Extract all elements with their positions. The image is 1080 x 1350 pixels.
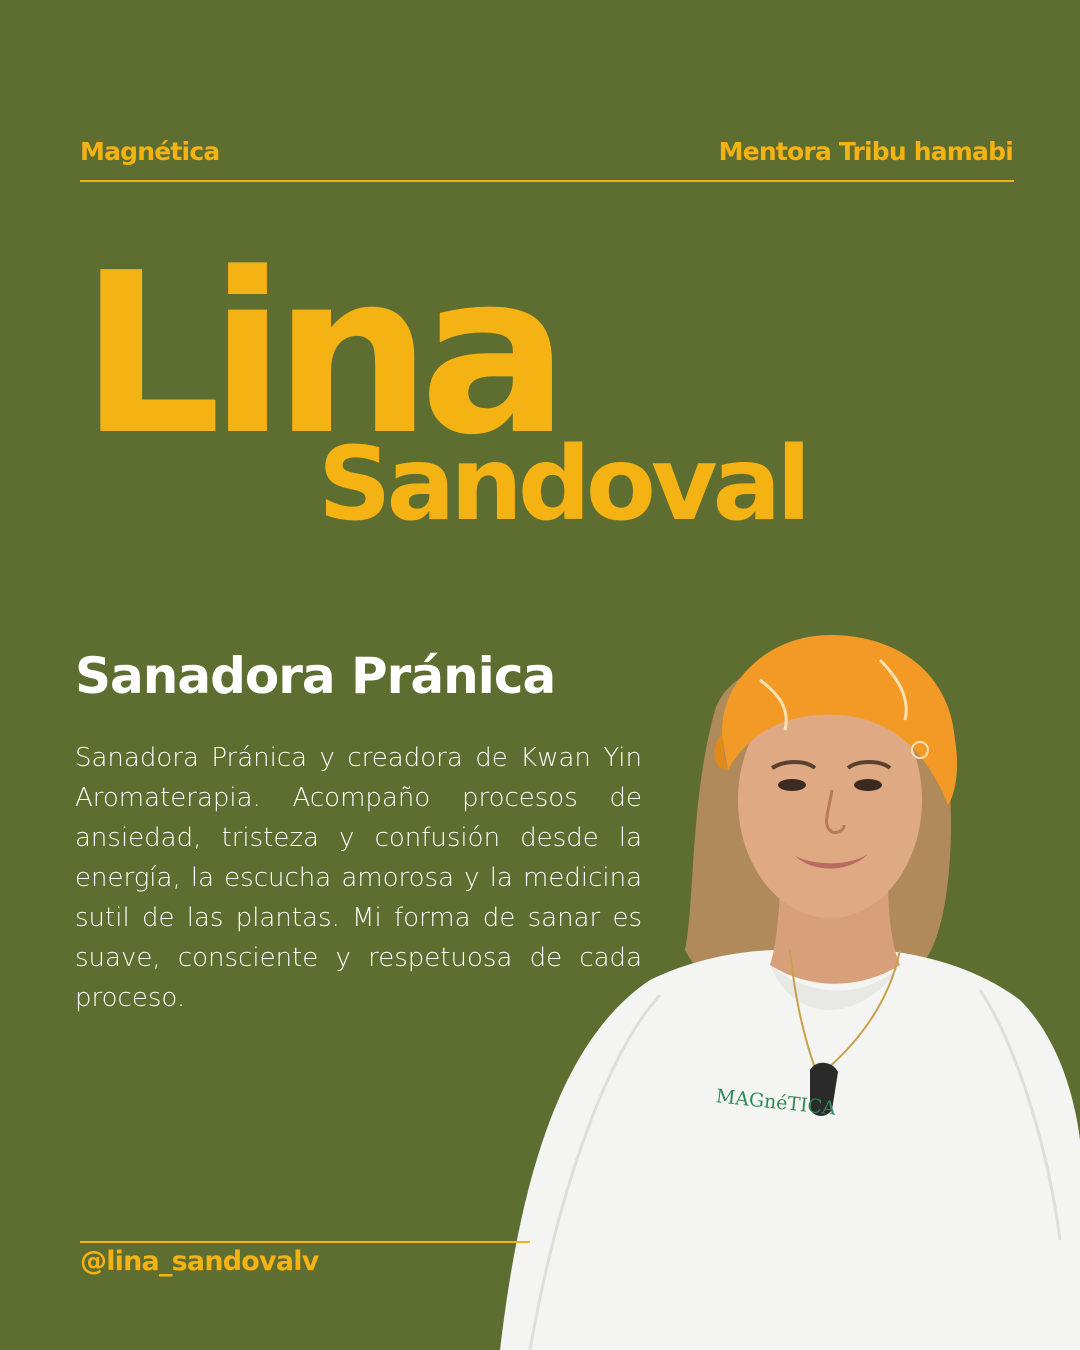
mentor-label: Mentora Tribu hamabi	[718, 137, 1013, 166]
brand-label: Magnética	[80, 137, 220, 166]
bio-text: Sanadora Pránica y creadora de Kwan Yin Aromaterapia. Acompaño procesos de ansiedad, tristeza y confusión desde la energía, la escucha amorosa y la medicina sutil de las plantas. Mi forma de sanar es suave, consciente y respetuosa de cada proceso.	[75, 743, 642, 1013]
portrait-photo	[460, 620, 1080, 1350]
bottom-divider	[80, 1241, 530, 1243]
last-name: Sandoval	[318, 425, 807, 544]
first-name: Lina	[80, 226, 558, 484]
top-divider	[80, 180, 1014, 182]
right-eye	[854, 779, 882, 791]
role-title: Sanadora Pránica	[75, 647, 556, 705]
left-eye	[778, 779, 806, 791]
social-handle[interactable]: @lina_sandovalv	[80, 1246, 319, 1277]
shirt-logo: MAGnéTICA	[714, 1085, 837, 1120]
